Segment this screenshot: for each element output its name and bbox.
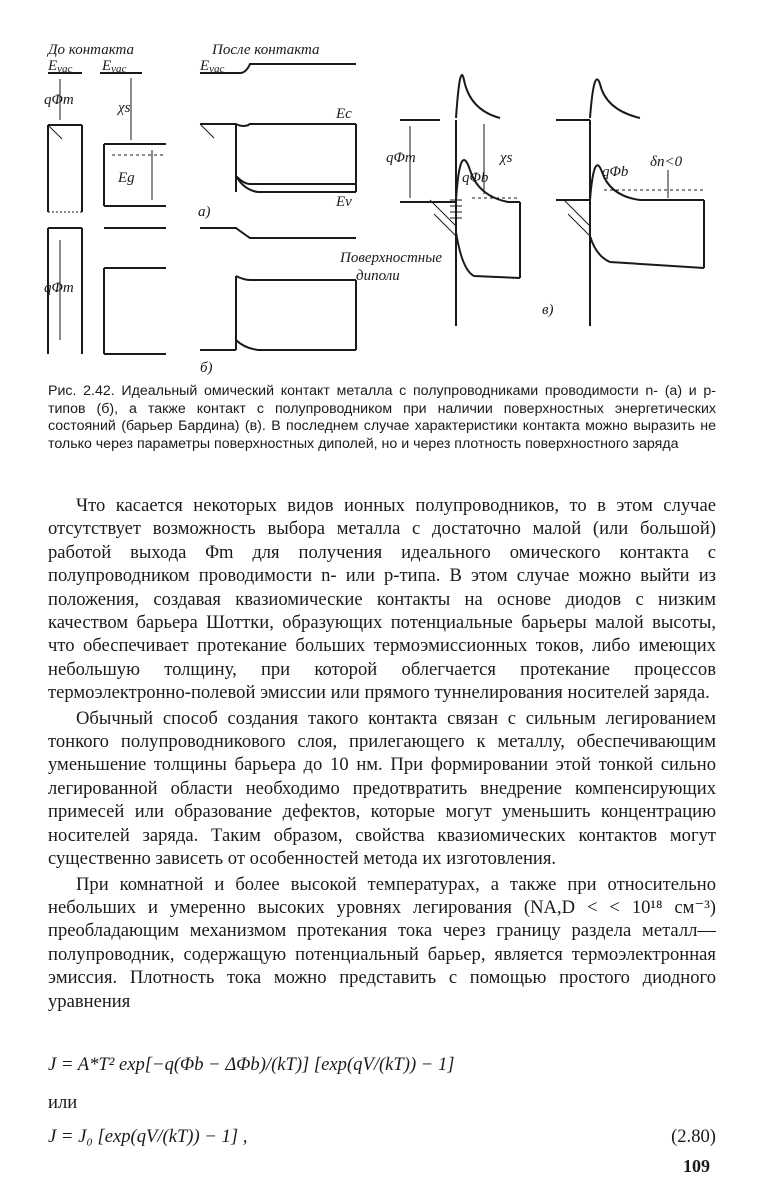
chi-s-label-2: χs [500, 150, 513, 166]
evac-label-after: Evac [200, 58, 225, 75]
q-phi-m-label-2: qΦm [44, 280, 74, 296]
equation-number: (2.80) [671, 1126, 716, 1147]
surface-dipoles-label-2: диполи [356, 268, 400, 284]
bardeen-barrier-peak [456, 75, 500, 118]
ev-label: Ev [336, 194, 352, 210]
caption-text: Идеальный омический контакт металла с полупроводниками проводимости n- (а) и p-типов (б), а также контакт с полупроводником при наличии поверхностных энергетических состояний (барьер Бардина) (в). В последнем случае характеристики контакта можно выразить не только через параметры поверхностных диполей, но и через плотность поверхностного заряда [48, 383, 717, 452]
delta-n-label: δn<0 [650, 154, 683, 170]
panel-a-label: а) [198, 204, 211, 220]
word-or: или [48, 1092, 78, 1113]
panel-c-label: в) [542, 302, 554, 318]
figure-caption [48, 383, 716, 453]
equation-2-80: J = J₀ [exp(qV/(kT)) − 1] , [48, 1126, 248, 1147]
caption-label: Рис. 2.42. [48, 383, 115, 399]
equation-thermionic: J = A*T² exp[−q(Φb − ΔΦb)/(kT)] [exp(qV/(kT)) − 1] [48, 1054, 455, 1075]
energy-band-diagram [0, 0, 764, 380]
q-phi-m-label-1: qΦm [44, 92, 74, 108]
q-phi-b-label-1: qΦb [462, 170, 489, 186]
paragraph-3: При комнатной и более высокой температурах, а также при относительно небольших и умеренно высоких уровнях легирования (NA,D < < 10¹⁸ см⁻³) преобладающим механизмом протекания тока через границу раздела металл—полупроводник, содержащую потенциальный барьер, является термоэлектронная эмиссия. Плотность тока можно представить с помощью простого диодного уравнения [48, 873, 716, 1012]
q-phi-b-label-2: qΦb [602, 164, 629, 180]
panel-b-label: б) [200, 360, 213, 376]
evac-label-metal: Evac [48, 58, 73, 75]
paragraph-2: Обычный способ создания такого контакта связан с сильным легированием тонкого полупроводникового слоя, прилегающего к металлу, обеспечивающим уменьшение толщины барьера до 10 нм. При формировании этой тонкой сильно легированной области необходимо предотвратить внедрение компенсирующих примесей или образование дефектов, которые могут уменьшить концентрацию носителей заряда. Таким образом, свойства квазиомических контактов могут существенно зависеть от особенностей метода их изготовления. [48, 707, 716, 870]
evac-label-semi: Evac [102, 58, 127, 75]
paragraph-1: Что касается некоторых видов ионных полупроводников, то в этом случае отсутствует возможность выбора металла с достаточно малой (или большой) работой выхода Φm для получения идеального омического контакта с полупроводником проводимости n- или p-типа. В этом случае можно выйти из положения, создавая квазиомические контакты на основе диодов с низким качеством барьера Шоттки, образующих потенциальные барьеры малой высоты, что обеспечивает протекание больших термоэмиссионных токов, либо имеющих небольшую толщину, при которой облегчается протекание процессов термоэлектронно-полевой эмиссии или прямого туннелирования носителей заряда. [48, 495, 716, 704]
label-before-contact: До контакта [48, 42, 135, 58]
page-number: 109 [683, 1156, 710, 1176]
eg-label: Eg [118, 170, 135, 186]
ec-label: Ec [336, 106, 352, 122]
chi-s-label-1: χs [118, 100, 131, 116]
q-phi-m-label-3: qΦm [386, 150, 416, 166]
surface-dipoles-label-1: Поверхностные [340, 250, 443, 266]
label-after-contact: После контакта [212, 42, 320, 58]
body-text [48, 494, 716, 1013]
